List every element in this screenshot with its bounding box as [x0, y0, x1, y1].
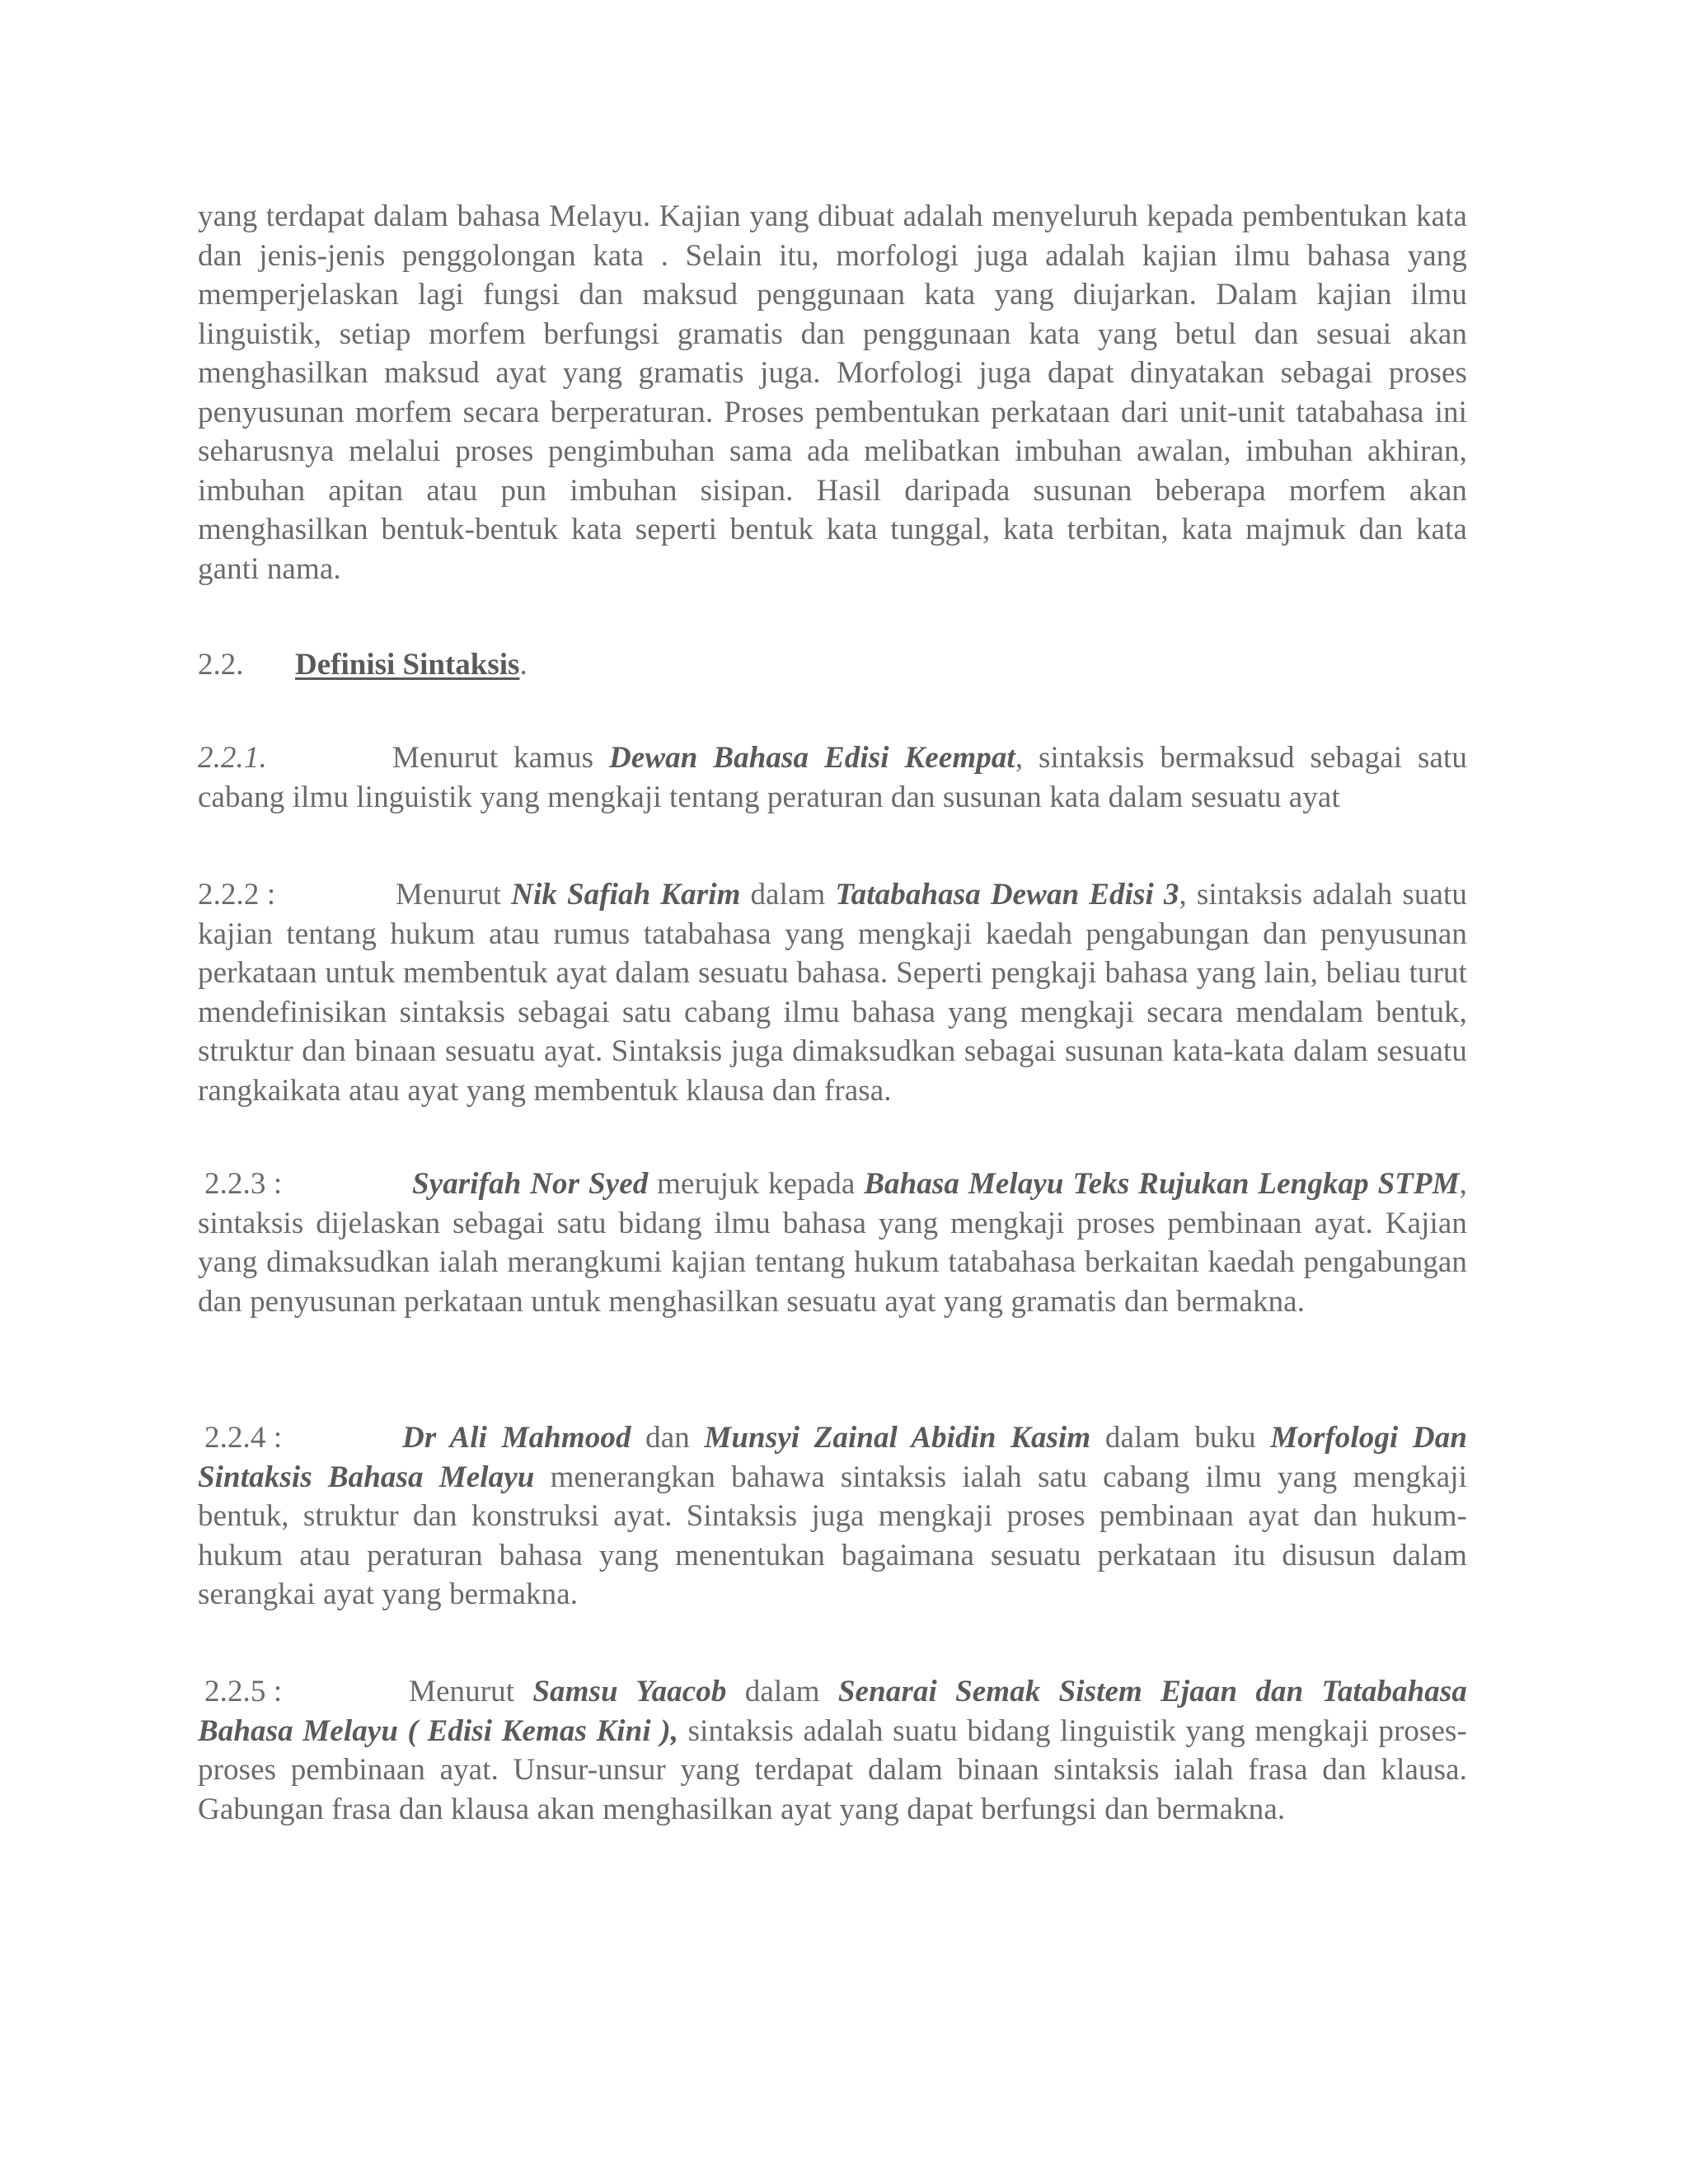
definition-author-2: Munsyi Zainal Abidin Kasim — [704, 1421, 1091, 1455]
definition-number: 2.2.5 : — [204, 1675, 283, 1708]
definition-source: Dewan Bahasa Edisi Keempat — [609, 741, 1015, 775]
definition-lead: Menurut — [396, 878, 512, 912]
section-heading — [198, 645, 528, 685]
section-number: 2.2. — [198, 648, 244, 682]
definition-body: sintaksis adalah suatu bidang linguistik yang mengkaji proses-proses pembinaan ayat. Unsur-unsur yang terdapat dalam binaan sintaksis ialah frasa dan klausa. Gabungan frasa dan klausa akan menghasilkan ayat yang dapat berfungsi dan bermakna. — [198, 1713, 1467, 1826]
definition-body: menerangkan bahawa sintaksis ialah satu cabang ilmu yang mengkaji bentuk, struktur dan konstruksi ayat. Sintaksis juga mengkaji proses pembinaan ayat dan hukum-hukum atau peraturan bahasa yang menentukan bagaimana sesuatu perkataan itu disusun dalam serangkai ayat yang bermakna. — [198, 1460, 1467, 1611]
definition-2-2-3 — [198, 1165, 1467, 1321]
definition-body: , sintaksis adalah suatu kajian tentang hukum atau rumus tatabahasa yang mengkaji kaedah pengabungan dan penyusunan perkataan untuk membentuk ayat dalam sesuatu bahasa. Seperti pengkaji bahasa yang lain, beliau turut mendefinisikan sintaksis sebagai satu cabang ilmu bahasa yang mengkaji secara mendalam bentuk, struktur dan binaan sesuatu ayat. Sintaksis juga dimaksudkan sebagai susunan kata-kata dalam sesuatu rangkaikata atau ayat yang membentuk klausa dan frasa. — [198, 878, 1467, 1108]
definition-body: , sintaksis bermaksud sebagai satu cabang ilmu linguistik yang mengkaji tentang peraturan dan susunan kata dalam sesuatu ayat — [198, 741, 1468, 814]
intro-text: yang terdapat dalam bahasa Melayu. Kajian yang dibuat adalah menyeluruh kepada pembentukan kata dan jenis-jenis penggolongan kata . Selain itu, morfologi juga adalah kajian ilmu bahasa yang memperjelaskan lagi fungsi dan maksud penggunaan kata yang diujarkan. Dalam kajian ilmu linguistik, setiap morfem berfungsi gramatis dan penggunaan kata yang betul dan sesuai akan menghasilkan maksud ayat yang gramatis juga. Morfologi juga dapat dinyatakan sebagai proses penyusunan morfem secara berperaturan. Proses pembentukan perkataan dari unit-unit tatabahasa ini seharusnya melalui proses pengimbuhan sama ada melibatkan imbuhan awalan, imbuhan akhiran, imbuhan apitan atau pun imbuhan sisipan. Hasil daripada susunan beberapa morfem akan menghasilkan bentuk-bentuk kata seperti bentuk kata tunggal, kata terbitan, kata majmuk dan kata ganti nama. — [198, 199, 1467, 586]
definition-number: 2.2.2 : — [198, 878, 276, 912]
definition-source: Senarai Semak Sistem Ejaan dan Tatabahasa Bahasa Melayu ( Edisi Kemas Kini ), — [198, 1675, 1467, 1748]
definition-2-2-4 — [198, 1418, 1467, 1615]
intro-paragraph — [198, 197, 1467, 588]
definition-source: Morfologi Dan Sintaksis Bahasa Melayu — [198, 1421, 1468, 1494]
definition-author: Samsu Yaacob — [532, 1675, 727, 1708]
definition-mid: merujuk kepada — [648, 1167, 865, 1201]
definition-mid: dalam — [740, 878, 836, 912]
definition-author: Dr Ali Mahmood — [402, 1421, 631, 1455]
definition-mid: dalam — [726, 1675, 838, 1708]
definition-lead: Menurut kamus — [392, 741, 610, 775]
definition-mid: dan — [631, 1421, 705, 1455]
definition-author: Nik Safiah Karim — [511, 878, 741, 912]
definition-2-2-1 — [198, 738, 1467, 817]
definition-number: 2.2.1. — [198, 741, 267, 775]
definition-body: , sintaksis dijelaskan sebagai satu bidang ilmu bahasa yang mengkaji proses pembinaan ayat. Kajian yang dimaksudkan ialah merangkumi kajian tentang hukum tatabahasa berkaitan kaedah pengabungan dan penyusunan perkataan untuk menghasilkan sesuatu ayat yang gramatis dan bermakna. — [198, 1167, 1468, 1319]
definition-source: Tatabahasa Dewan Edisi 3 — [835, 878, 1179, 912]
definition-2-2-2 — [198, 875, 1467, 1110]
definition-number: 2.2.4 : — [204, 1421, 283, 1455]
definition-2-2-5 — [198, 1672, 1467, 1829]
definition-lead: Menurut — [409, 1675, 533, 1708]
definition-author: Syarifah Nor Syed — [412, 1167, 649, 1201]
definition-number: 2.2.3 : — [204, 1167, 283, 1201]
definition-source: Bahasa Melayu Teks Rujukan Lengkap STPM — [864, 1167, 1460, 1201]
section-title: Definisi Sintaksis — [295, 648, 520, 682]
definition-mid-2: dalam buku — [1090, 1421, 1271, 1455]
section-title-suffix: . — [519, 648, 528, 682]
